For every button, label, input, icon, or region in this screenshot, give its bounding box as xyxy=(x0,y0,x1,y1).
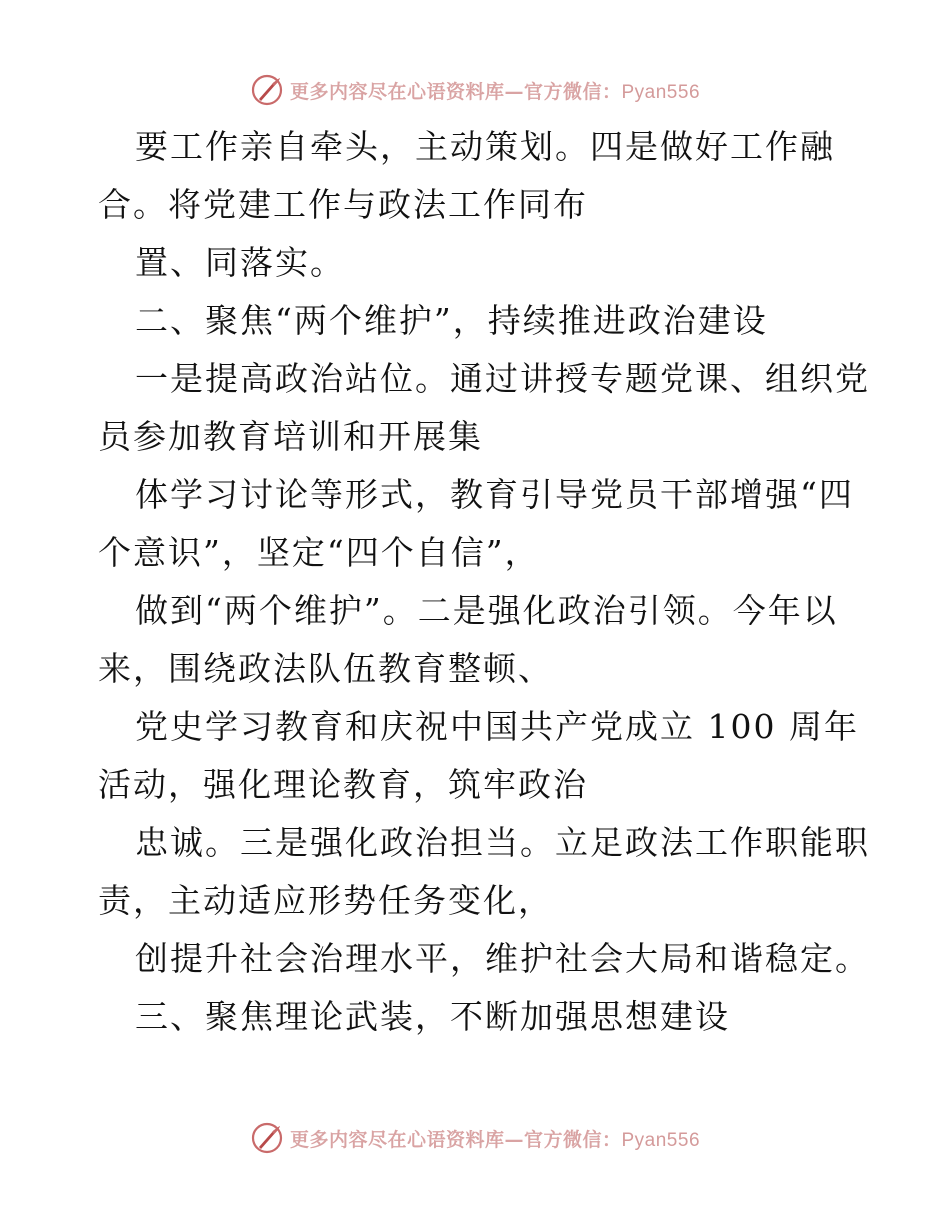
watermark-wechat-label: 官方微信： xyxy=(523,1128,622,1151)
text-line: 体学习讨论等形式，教育引导党员干部增强“四 xyxy=(135,475,854,514)
text-line: 创提升社会治理水平，维护社会大局和谐稳定。 xyxy=(135,939,870,978)
text-line: 员参加教育培训和开展集 xyxy=(98,417,483,456)
watermark-text xyxy=(290,77,700,104)
text-line: 忠诚。三是强化政治担当。立足政法工作职能职 xyxy=(135,823,870,862)
quill-pen-logo-icon xyxy=(250,1121,284,1155)
watermark-inner xyxy=(250,1121,700,1155)
watermark-wechat-label: 官方微信： xyxy=(523,80,622,103)
text-line: 置、同落实。 xyxy=(135,243,345,282)
watermark-dash: — xyxy=(504,1128,524,1151)
watermark-dash: — xyxy=(504,80,524,103)
text-line: 活动，强化理论教育，筑牢政治 xyxy=(98,765,588,804)
text-line: 个意识”，坚定“四个自信”， xyxy=(98,533,540,572)
text-line: 三、聚焦理论武装，不断加强思想建设 xyxy=(135,997,730,1036)
text-line: 责，主动适应形势任务变化， xyxy=(98,881,553,920)
text-line: 合。将党建工作与政法工作同布 xyxy=(98,185,588,224)
text-line: 要工作亲自牵头，主动策划。四是做好工作融 xyxy=(135,127,835,166)
text-line: 党史学习教育和庆祝中国共产党成立 100 周年 xyxy=(135,707,859,746)
watermark-site-text: 更多内容尽在心语资料库 xyxy=(289,80,505,103)
document-body xyxy=(98,118,870,1046)
text-line: 一是提高政治站位。通过讲授专题党课、组织党 xyxy=(135,359,870,398)
footer-watermark xyxy=(0,1118,950,1158)
watermark-inner xyxy=(250,73,700,107)
text-line: 二、聚焦“两个维护”，持续推进政治建设 xyxy=(135,301,768,340)
watermark-wechat-id: Pyan556 xyxy=(621,81,701,103)
text-line: 来，围绕政法队伍教育整顿、 xyxy=(98,649,553,688)
watermark-wechat-id: Pyan556 xyxy=(621,1129,701,1151)
quill-pen-logo-icon xyxy=(250,73,284,107)
header-watermark xyxy=(0,70,950,110)
watermark-text xyxy=(290,1125,700,1152)
watermark-site-text: 更多内容尽在心语资料库 xyxy=(289,1128,505,1151)
text-line: 做到“两个维护”。二是强化政治引领。今年以 xyxy=(135,591,838,630)
